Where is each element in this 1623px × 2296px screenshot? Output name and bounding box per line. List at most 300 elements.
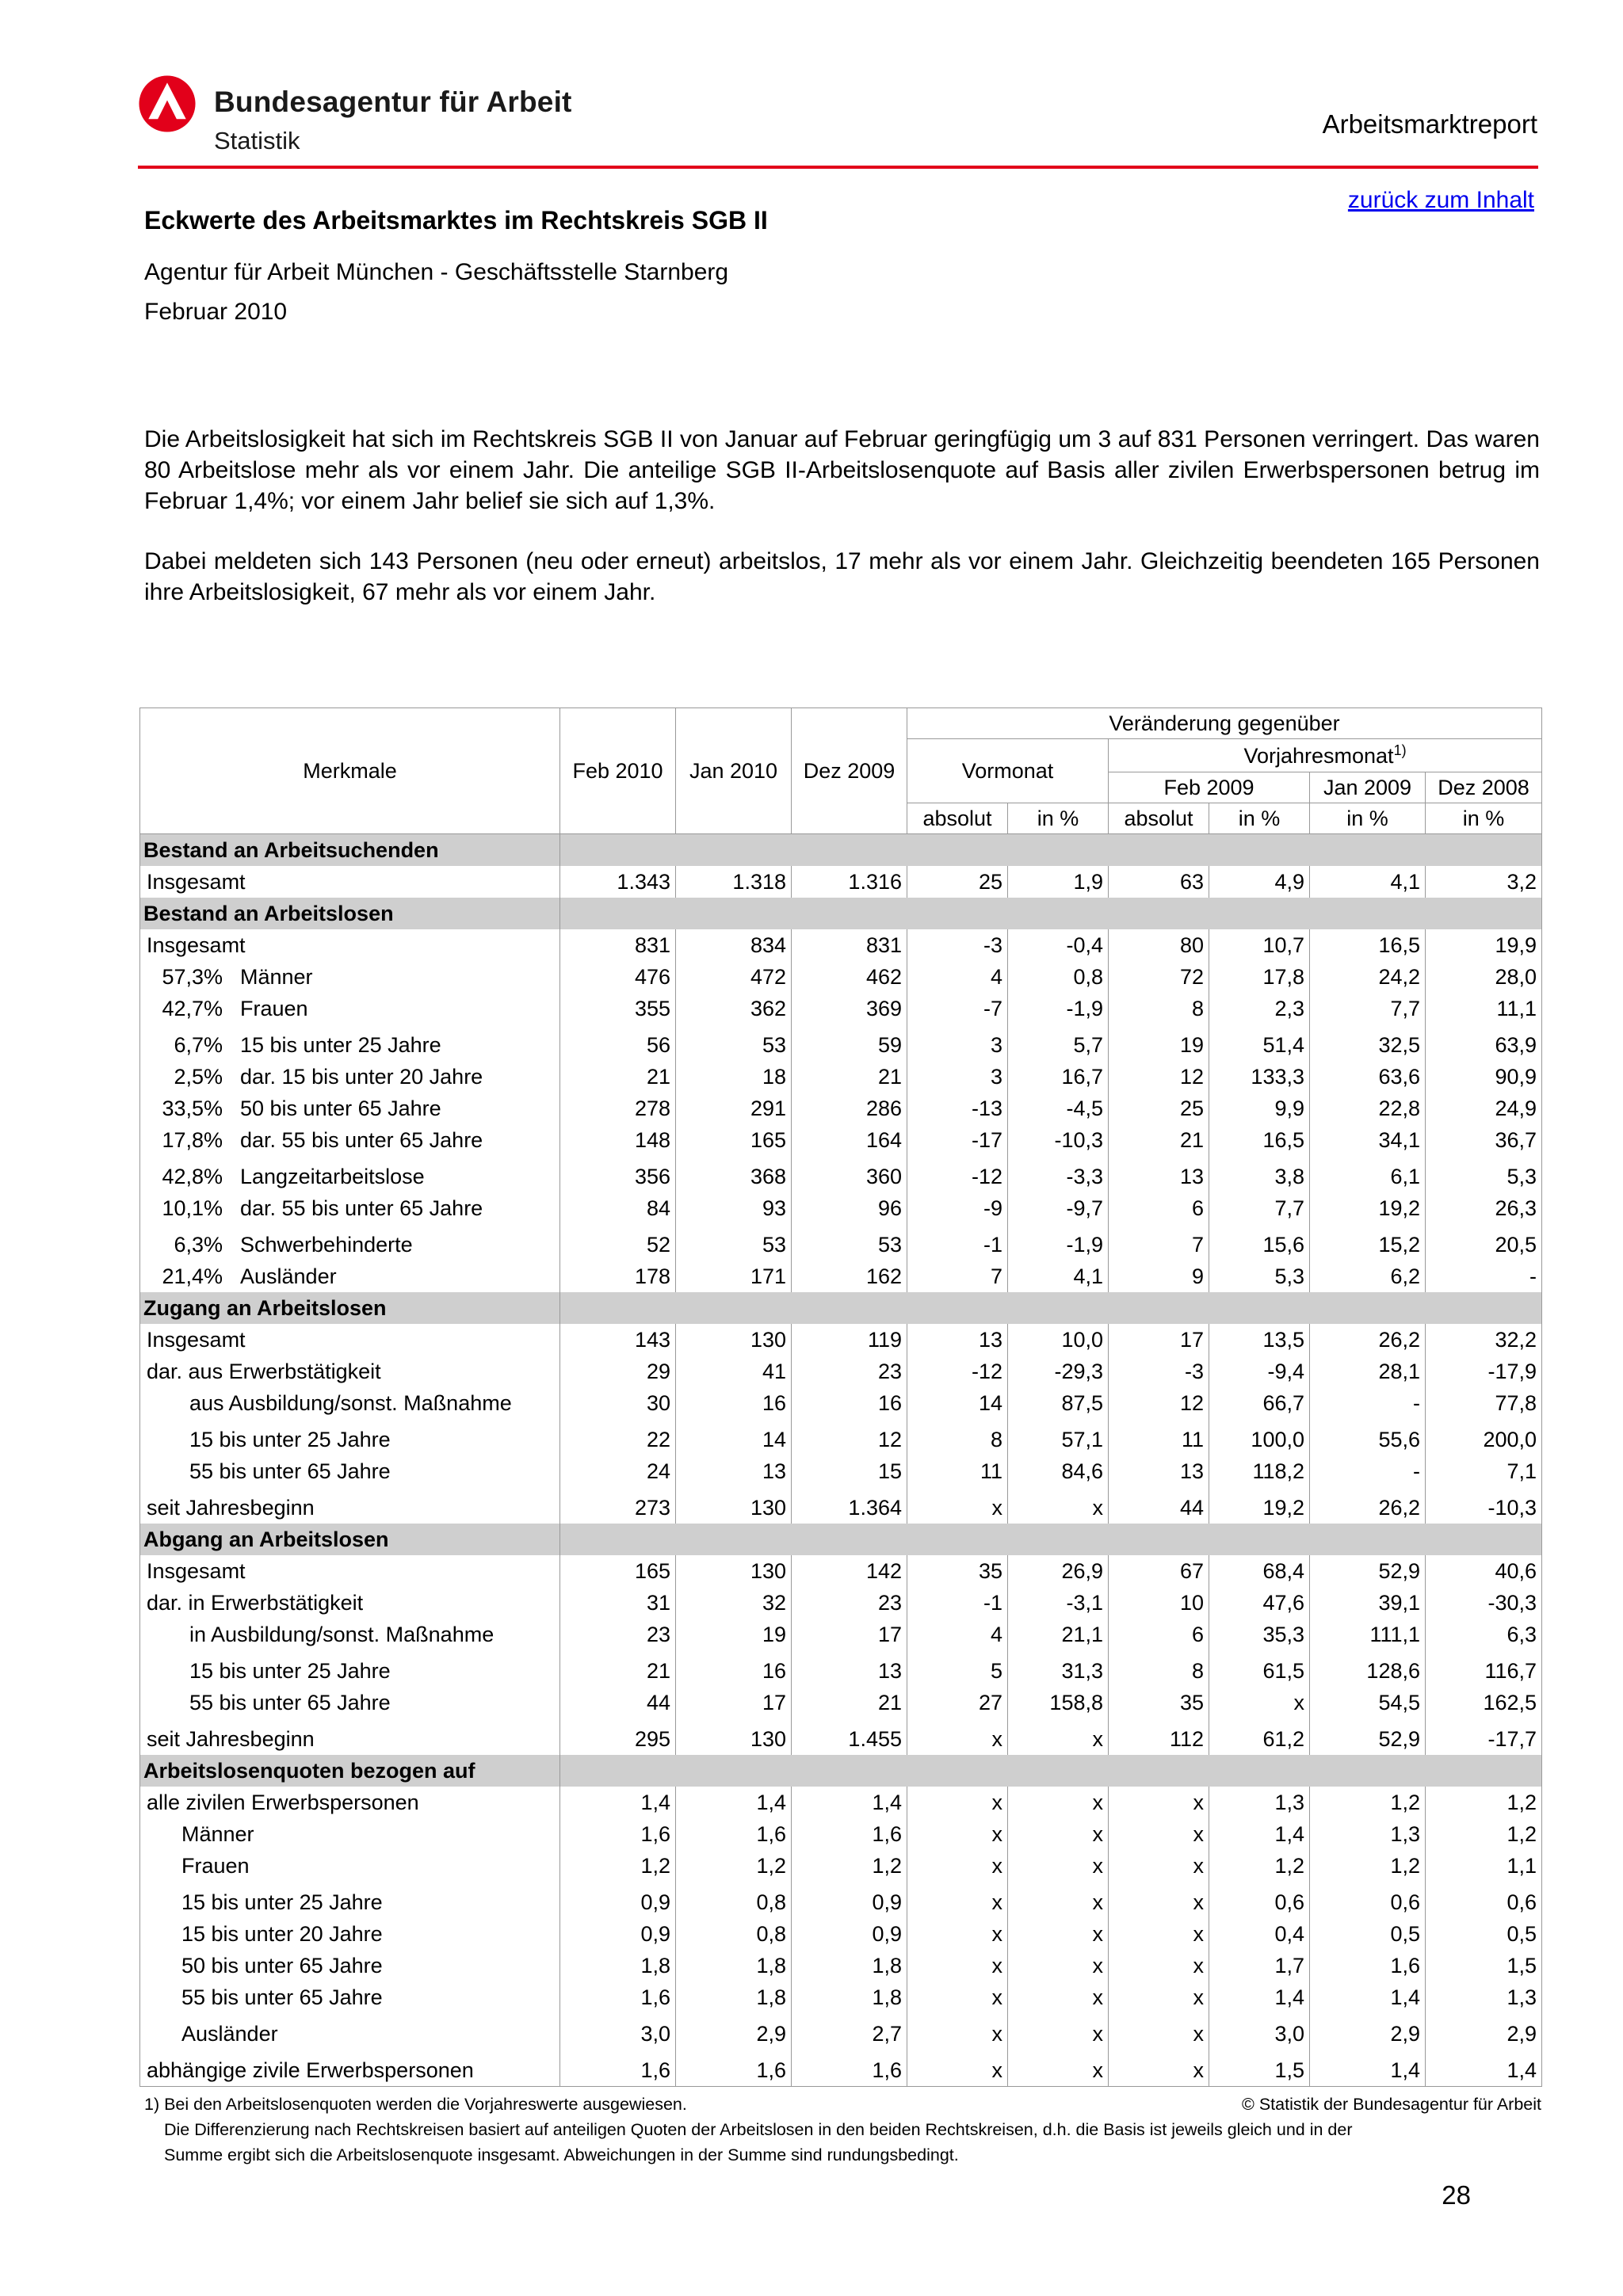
row-label: Frauen: [240, 996, 308, 1020]
value-cell: 59: [792, 1024, 907, 1061]
value-cell: 16: [676, 1387, 792, 1419]
value-cell: 0,8: [1008, 961, 1109, 993]
back-to-contents-link[interactable]: zurück zum Inhalt: [1347, 187, 1534, 213]
section-filler: [560, 1292, 1542, 1324]
value-cell: x: [1109, 1818, 1209, 1850]
value-cell: 61,5: [1209, 1650, 1310, 1687]
row-label-cell: [140, 866, 560, 898]
value-cell: 13: [1109, 1156, 1209, 1192]
value-cell: 18: [676, 1061, 792, 1093]
row-label: Insgesamt: [147, 933, 246, 957]
row-label: Ausländer: [181, 2021, 278, 2046]
value-cell: -17: [907, 1124, 1008, 1156]
value-cell: 462: [792, 961, 907, 993]
value-cell: 24: [560, 1455, 676, 1487]
value-cell: 0,5: [1426, 1918, 1542, 1950]
value-cell: 4,9: [1209, 866, 1310, 898]
value-cell: 4: [907, 1619, 1008, 1650]
value-cell: 1,3: [1426, 1981, 1542, 2013]
value-cell: 1,3: [1310, 1818, 1426, 1850]
share-percent: 57,3%: [162, 964, 223, 989]
value-cell: 3,0: [1209, 2013, 1310, 2050]
value-cell: 5,3: [1209, 1261, 1310, 1292]
value-cell: 0,6: [1426, 1882, 1542, 1918]
value-cell: 10,0: [1008, 1324, 1109, 1356]
table-row: [140, 1587, 1542, 1619]
header-feb2010: Feb 2010: [560, 708, 676, 834]
value-cell: x: [1008, 1950, 1109, 1981]
value-cell: 831: [792, 929, 907, 961]
row-label-cell: [140, 1224, 560, 1261]
table-row: [140, 1555, 1542, 1587]
row-label-cell: [140, 1093, 560, 1124]
value-cell: 17: [1109, 1324, 1209, 1356]
value-cell: 164: [792, 1124, 907, 1156]
value-cell: 11: [907, 1455, 1008, 1487]
value-cell: -1,9: [1008, 993, 1109, 1024]
value-cell: x: [907, 1981, 1008, 2013]
row-label-cell: [140, 1687, 560, 1718]
row-label: Insgesamt: [147, 1558, 246, 1583]
value-cell: 63,6: [1310, 1061, 1426, 1093]
section-label: Abgang an Arbeitslosen: [140, 1524, 560, 1555]
header-feb2009: Feb 2009: [1109, 772, 1310, 803]
value-cell: 369: [792, 993, 907, 1024]
value-cell: x: [1008, 1487, 1109, 1524]
section-label: Bestand an Arbeitslosen: [140, 898, 560, 929]
row-label-cell: [140, 1061, 560, 1093]
value-cell: 128,6: [1310, 1650, 1426, 1687]
value-cell: 2,7: [792, 2013, 907, 2050]
value-cell: 0,9: [792, 1882, 907, 1918]
table-row: [140, 1981, 1542, 2013]
value-cell: 4,1: [1310, 866, 1426, 898]
value-cell: 57,1: [1008, 1419, 1109, 1455]
value-cell: 3,8: [1209, 1156, 1310, 1192]
section-label: Bestand an Arbeitsuchenden: [140, 834, 560, 867]
row-label-cell: [140, 1882, 560, 1918]
value-cell: 51,4: [1209, 1024, 1310, 1061]
value-cell: 22: [560, 1419, 676, 1455]
value-cell: 5,7: [1008, 1024, 1109, 1061]
value-cell: 1,3: [1209, 1787, 1310, 1818]
value-cell: x: [1008, 1818, 1109, 1850]
header-vormonat: Vormonat: [907, 739, 1109, 803]
value-cell: 84,6: [1008, 1455, 1109, 1487]
footnote-2: Die Differenzierung nach Rechtskreisen basiert auf anteiligen Quoten der Arbeitslosen in den beiden Rechtskreisen, d.h. die Basis ist jeweils gleich und in der: [164, 2120, 1353, 2139]
value-cell: 17: [676, 1687, 792, 1718]
value-cell: 1,2: [1310, 1850, 1426, 1882]
value-cell: -3,1: [1008, 1587, 1109, 1619]
value-cell: 3: [907, 1061, 1008, 1093]
agency-name: Agentur für Arbeit München - Geschäftsstelle Starnberg: [144, 259, 729, 285]
value-cell: 118,2: [1209, 1455, 1310, 1487]
value-cell: 15,6: [1209, 1224, 1310, 1261]
row-label-cell: [140, 1261, 560, 1292]
value-cell: 130: [676, 1555, 792, 1587]
value-cell: 15,2: [1310, 1224, 1426, 1261]
row-label-cell: [140, 1156, 560, 1192]
value-cell: 2,9: [676, 2013, 792, 2050]
footnote-marker: 1): [1393, 742, 1407, 758]
section-filler: [560, 834, 1542, 867]
value-cell: 360: [792, 1156, 907, 1192]
value-cell: -10,3: [1008, 1124, 1109, 1156]
row-label: Insgesamt: [147, 869, 246, 894]
value-cell: 111,1: [1310, 1619, 1426, 1650]
value-cell: 35,3: [1209, 1619, 1310, 1650]
value-cell: 27: [907, 1687, 1008, 1718]
value-cell: 15: [792, 1455, 907, 1487]
table-row: [140, 1850, 1542, 1882]
table-row: [140, 1619, 1542, 1650]
value-cell: 1,8: [676, 1981, 792, 2013]
value-cell: 32,5: [1310, 1024, 1426, 1061]
value-cell: 200,0: [1426, 1419, 1542, 1455]
value-cell: -0,4: [1008, 929, 1109, 961]
value-cell: -7: [907, 993, 1008, 1024]
share-percent: 6,7%: [174, 1032, 223, 1057]
value-cell: x: [1008, 1882, 1109, 1918]
value-cell: 52,9: [1310, 1555, 1426, 1587]
value-cell: 16,5: [1310, 929, 1426, 961]
section-row: [140, 1755, 1542, 1787]
value-cell: x: [907, 1487, 1008, 1524]
row-label: Insgesamt: [147, 1327, 246, 1352]
value-cell: 1,2: [560, 1850, 676, 1882]
page-number: 28: [1442, 2180, 1471, 2210]
value-cell: 476: [560, 961, 676, 993]
value-cell: 368: [676, 1156, 792, 1192]
value-cell: 0,6: [1310, 1882, 1426, 1918]
value-cell: 0,9: [560, 1918, 676, 1950]
value-cell: 72: [1109, 961, 1209, 993]
value-cell: 0,5: [1310, 1918, 1426, 1950]
row-label-cell: [140, 1192, 560, 1224]
value-cell: 1,2: [1426, 1787, 1542, 1818]
value-cell: 53: [792, 1224, 907, 1261]
value-cell: x: [1109, 2013, 1209, 2050]
value-cell: 13: [907, 1324, 1008, 1356]
value-cell: 1,9: [1008, 866, 1109, 898]
table-row: [140, 1419, 1542, 1455]
row-label: Frauen: [181, 1853, 250, 1878]
value-cell: x: [1109, 1882, 1209, 1918]
value-cell: 1,8: [560, 1950, 676, 1981]
value-cell: 16: [792, 1387, 907, 1419]
table-row: [140, 1455, 1542, 1487]
value-cell: -10,3: [1426, 1487, 1542, 1524]
header-absolut: absolut: [1109, 803, 1209, 834]
value-cell: 13,5: [1209, 1324, 1310, 1356]
row-label: dar. 15 bis unter 20 Jahre: [240, 1064, 483, 1089]
value-cell: 11: [1109, 1419, 1209, 1455]
row-label-cell: [140, 1124, 560, 1156]
value-cell: -1,9: [1008, 1224, 1109, 1261]
table-row: [140, 1918, 1542, 1950]
value-cell: 13: [792, 1650, 907, 1687]
value-cell: 30: [560, 1387, 676, 1419]
value-cell: 10: [1109, 1587, 1209, 1619]
row-label-cell: [140, 1487, 560, 1524]
value-cell: 1,2: [1426, 1818, 1542, 1850]
row-label: 15 bis unter 25 Jahre: [181, 1890, 383, 1914]
footnote-1: 1) Bei den Arbeitslosenquoten werden die Vorjahreswerte ausgewiesen.: [144, 2095, 687, 2114]
value-cell: 278: [560, 1093, 676, 1124]
table-row: [140, 1024, 1542, 1061]
value-cell: 831: [560, 929, 676, 961]
value-cell: 4,1: [1008, 1261, 1109, 1292]
value-cell: 35: [907, 1555, 1008, 1587]
value-cell: 25: [1109, 1093, 1209, 1124]
value-cell: -12: [907, 1356, 1008, 1387]
copyright: © Statistik der Bundesagentur für Arbeit: [1242, 2095, 1541, 2114]
value-cell: 24,9: [1426, 1093, 1542, 1124]
value-cell: x: [1008, 2050, 1109, 2087]
value-cell: 52: [560, 1224, 676, 1261]
header-in-pct: in %: [1008, 803, 1109, 834]
value-cell: 77,8: [1426, 1387, 1542, 1419]
row-label: 50 bis unter 65 Jahre: [181, 1953, 383, 1978]
labour-market-table: [139, 707, 1542, 2087]
share-percent: 21,4%: [162, 1264, 223, 1288]
row-label: dar. 55 bis unter 65 Jahre: [240, 1196, 483, 1220]
value-cell: x: [1008, 1981, 1109, 2013]
value-cell: x: [1109, 1918, 1209, 1950]
value-cell: x: [907, 1787, 1008, 1818]
value-cell: -9,7: [1008, 1192, 1109, 1224]
table-row: [140, 929, 1542, 961]
value-cell: 87,5: [1008, 1387, 1109, 1419]
table-row: [140, 1818, 1542, 1850]
table-row: [140, 1882, 1542, 1918]
header-jan2010: Jan 2010: [676, 708, 792, 834]
value-cell: 1,8: [792, 1950, 907, 1981]
section-row: [140, 898, 1542, 929]
value-cell: 13: [676, 1455, 792, 1487]
share-percent: 6,3%: [174, 1232, 223, 1257]
value-cell: 23: [792, 1587, 907, 1619]
value-cell: -17,9: [1426, 1356, 1542, 1387]
value-cell: 26,2: [1310, 1324, 1426, 1356]
value-cell: 13: [1109, 1455, 1209, 1487]
value-cell: 26,3: [1426, 1192, 1542, 1224]
value-cell: 130: [676, 1718, 792, 1755]
table-row: [140, 1061, 1542, 1093]
value-cell: 84: [560, 1192, 676, 1224]
value-cell: -3: [1109, 1356, 1209, 1387]
value-cell: x: [1109, 1950, 1209, 1981]
value-cell: x: [907, 2050, 1008, 2087]
value-cell: 1,4: [676, 1787, 792, 1818]
share-percent: 2,5%: [174, 1064, 223, 1089]
row-label: aus Ausbildung/sonst. Maßnahme: [189, 1390, 512, 1415]
value-cell: 32,2: [1426, 1324, 1542, 1356]
value-cell: 1.343: [560, 866, 676, 898]
row-label: Schwerbehinderte: [240, 1232, 413, 1257]
value-cell: 142: [792, 1555, 907, 1587]
row-label-cell: [140, 1850, 560, 1882]
value-cell: 63,9: [1426, 1024, 1542, 1061]
table-row: [140, 1124, 1542, 1156]
value-cell: 3,0: [560, 2013, 676, 2050]
value-cell: 7: [907, 1261, 1008, 1292]
section-row: [140, 1292, 1542, 1324]
value-cell: 55,6: [1310, 1419, 1426, 1455]
value-cell: 1.316: [792, 866, 907, 898]
row-label: in Ausbildung/sonst. Maßnahme: [189, 1622, 495, 1646]
value-cell: 133,3: [1209, 1061, 1310, 1093]
value-cell: 1.318: [676, 866, 792, 898]
header-dez2008: Dez 2008: [1426, 772, 1542, 803]
value-cell: 19,2: [1209, 1487, 1310, 1524]
value-cell: 6,2: [1310, 1261, 1426, 1292]
value-cell: 67: [1109, 1555, 1209, 1587]
value-cell: 0,6: [1209, 1882, 1310, 1918]
value-cell: 96: [792, 1192, 907, 1224]
value-cell: 14: [676, 1419, 792, 1455]
row-label-cell: [140, 1555, 560, 1587]
table-row: [140, 1650, 1542, 1687]
value-cell: 21: [1109, 1124, 1209, 1156]
row-label: dar. 55 bis unter 65 Jahre: [240, 1127, 483, 1152]
value-cell: -13: [907, 1093, 1008, 1124]
value-cell: -3,3: [1008, 1156, 1109, 1192]
row-label: Männer: [240, 964, 313, 989]
table-row: [140, 1192, 1542, 1224]
section-row: [140, 834, 1542, 867]
value-cell: 1,7: [1209, 1950, 1310, 1981]
value-cell: 61,2: [1209, 1718, 1310, 1755]
table-row: [140, 1324, 1542, 1356]
value-cell: 3,2: [1426, 866, 1542, 898]
row-label-cell: [140, 1650, 560, 1687]
value-cell: 26,9: [1008, 1555, 1109, 1587]
value-cell: 4: [907, 961, 1008, 993]
header-absolut: absolut: [907, 803, 1008, 834]
value-cell: 0,8: [676, 1882, 792, 1918]
value-cell: -3: [907, 929, 1008, 961]
value-cell: 1,4: [1310, 1981, 1426, 2013]
value-cell: 31,3: [1008, 1650, 1109, 1687]
row-label: 15 bis unter 25 Jahre: [189, 1658, 391, 1683]
value-cell: 355: [560, 993, 676, 1024]
value-cell: 20,5: [1426, 1224, 1542, 1261]
value-cell: 0,4: [1209, 1918, 1310, 1950]
value-cell: 291: [676, 1093, 792, 1124]
value-cell: 36,7: [1426, 1124, 1542, 1156]
report-period: Februar 2010: [144, 299, 288, 325]
value-cell: 8: [1109, 1650, 1209, 1687]
value-cell: -9,4: [1209, 1356, 1310, 1387]
table-row: [140, 1156, 1542, 1192]
value-cell: 1.455: [792, 1718, 907, 1755]
value-cell: -4,5: [1008, 1093, 1109, 1124]
ba-logo-icon: [138, 74, 197, 133]
value-cell: 165: [560, 1555, 676, 1587]
value-cell: 2,3: [1209, 993, 1310, 1024]
value-cell: 54,5: [1310, 1687, 1426, 1718]
value-cell: -30,3: [1426, 1587, 1542, 1619]
value-cell: 6,1: [1310, 1156, 1426, 1192]
value-cell: 7,1: [1426, 1455, 1542, 1487]
value-cell: 162: [792, 1261, 907, 1292]
value-cell: 0,9: [560, 1882, 676, 1918]
row-label-cell: [140, 1918, 560, 1950]
value-cell: 112: [1109, 1718, 1209, 1755]
value-cell: 3: [907, 1024, 1008, 1061]
table-row: [140, 993, 1542, 1024]
table-row: [140, 1224, 1542, 1261]
row-label: 55 bis unter 65 Jahre: [181, 1985, 383, 2009]
value-cell: 28,0: [1426, 961, 1542, 993]
value-cell: 7,7: [1310, 993, 1426, 1024]
header-merkmale: Merkmale: [140, 708, 560, 834]
value-cell: 1,4: [1426, 2050, 1542, 2087]
value-cell: 14: [907, 1387, 1008, 1419]
value-cell: x: [907, 1950, 1008, 1981]
value-cell: 834: [676, 929, 792, 961]
value-cell: 53: [676, 1024, 792, 1061]
value-cell: 130: [676, 1487, 792, 1524]
value-cell: -1: [907, 1587, 1008, 1619]
section-label: Arbeitslosenquoten bezogen auf: [140, 1755, 560, 1787]
value-cell: 5: [907, 1650, 1008, 1687]
value-cell: -: [1310, 1455, 1426, 1487]
value-cell: 26,2: [1310, 1487, 1426, 1524]
section-filler: [560, 1524, 1542, 1555]
value-cell: 8: [907, 1419, 1008, 1455]
table-row: [140, 1787, 1542, 1818]
value-cell: -9: [907, 1192, 1008, 1224]
row-label: Langzeitarbeitslose: [240, 1164, 425, 1188]
value-cell: 31: [560, 1587, 676, 1619]
footnote-3: Summe ergibt sich die Arbeitslosenquote insgesamt. Abweichungen in der Summe sind rundungsbedingt.: [164, 2145, 959, 2164]
value-cell: 7: [1109, 1224, 1209, 1261]
value-cell: x: [907, 1882, 1008, 1918]
value-cell: 1,6: [560, 1981, 676, 2013]
section-row: [140, 1524, 1542, 1555]
value-cell: 52,9: [1310, 1718, 1426, 1755]
value-cell: 21: [792, 1061, 907, 1093]
row-label-cell: [140, 929, 560, 961]
value-cell: 19,9: [1426, 929, 1542, 961]
value-cell: 1,6: [560, 2050, 676, 2087]
table-row: [140, 1950, 1542, 1981]
value-cell: 0,9: [792, 1918, 907, 1950]
value-cell: x: [1008, 1850, 1109, 1882]
value-cell: 93: [676, 1192, 792, 1224]
value-cell: 1,6: [676, 1818, 792, 1850]
value-cell: 11,1: [1426, 993, 1542, 1024]
value-cell: 8: [1109, 993, 1209, 1024]
value-cell: 1,5: [1209, 2050, 1310, 2087]
value-cell: 16: [676, 1650, 792, 1687]
table-row: [140, 961, 1542, 993]
org-name: Bundesagentur für Arbeit: [214, 86, 572, 118]
row-label-cell: [140, 1787, 560, 1818]
value-cell: 158,8: [1008, 1687, 1109, 1718]
row-label-cell: [140, 1024, 560, 1061]
value-cell: 1,4: [792, 1787, 907, 1818]
value-cell: 165: [676, 1124, 792, 1156]
value-cell: 41: [676, 1356, 792, 1387]
row-label: 15 bis unter 25 Jahre: [240, 1032, 441, 1057]
value-cell: 1,6: [792, 1818, 907, 1850]
table-row: [140, 1261, 1542, 1292]
value-cell: 80: [1109, 929, 1209, 961]
row-label: abhängige zivile Erwerbspersonen: [147, 2058, 474, 2082]
